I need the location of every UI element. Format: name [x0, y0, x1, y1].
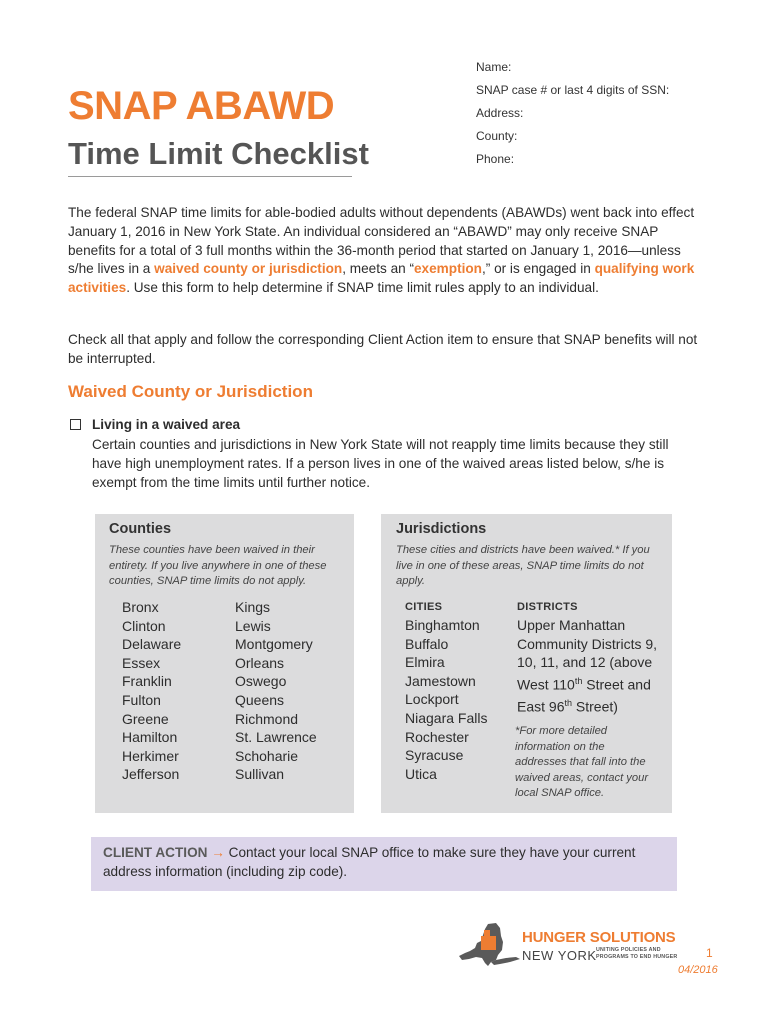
list-item: Jefferson: [122, 766, 180, 783]
intro-paragraph: [68, 204, 708, 298]
phone-field-label: Phone:: [476, 152, 515, 166]
checklist-item-title: Living in a waived area: [92, 417, 241, 432]
list-item: Orleans: [235, 654, 285, 671]
address-field-label: Address:: [476, 106, 524, 120]
intro-text-2: , meets an “: [342, 261, 414, 277]
case-number-field-label: SNAP case # or last 4 digits of SSN:: [476, 83, 670, 97]
list-item: Lewis: [235, 617, 271, 634]
list-item: Buffalo: [405, 635, 449, 652]
counties-heading: Counties: [109, 521, 172, 537]
title-divider: [68, 176, 352, 177]
list-item: Binghamton: [405, 617, 480, 633]
qualifying-work-link[interactable]: qualifying work activities: [68, 261, 695, 296]
intro-text-3: ,” or is engaged in: [481, 261, 595, 277]
client-action-label: CLIENT ACTION: [103, 845, 208, 860]
list-item: Elmira: [405, 654, 445, 671]
list-item: Oswego: [235, 673, 287, 690]
logo-tagline: [596, 947, 677, 960]
waived-county-link[interactable]: waived county or jurisdiction: [154, 261, 343, 277]
intro-text-1: The federal SNAP time limits for able-bodied adults without dependents (ABAWDs) went back into effect January 1, 2016 in New York State. An individual considered an “ABAWD” may only receive SNAP benefits for a total of 3 full months within the 36-month period that started on January 1, 2016—unless s/he lives in a: [68, 205, 695, 277]
list-item: Sullivan: [235, 766, 285, 783]
page-number: 1: [706, 946, 713, 960]
logo-title: HUNGER SOLUTIONS: [522, 929, 676, 946]
counties-column-2: [235, 598, 317, 784]
waived-area-checkbox[interactable]: [70, 419, 81, 430]
county-field-label: County:: [476, 129, 518, 143]
districts-text: [517, 616, 667, 716]
district-text: Street): [572, 698, 618, 715]
district-line: [517, 694, 667, 716]
district-text: West 110: [517, 676, 575, 693]
ordinal-suffix: th: [564, 698, 572, 709]
logo-tagline-line: UNITING POLICIES AND: [596, 947, 661, 953]
jurisdictions-footnote: *For more detailed information on the addresses that fall into the waived areas, contact your local SNAP office.: [515, 725, 649, 799]
list-item: Bronx: [122, 599, 159, 615]
district-line: Upper Manhattan: [517, 617, 626, 633]
client-action-instruction: Contact your local SNAP office to make sure they have your current address information (including zip code).: [103, 845, 636, 879]
counties-column-1: [122, 598, 181, 784]
list-item: Herkimer: [122, 747, 179, 764]
new-york-map-icon: [458, 922, 522, 968]
list-item: Jamestown: [405, 672, 476, 689]
name-field-label: Name:: [476, 60, 512, 74]
district-line: [517, 672, 667, 694]
list-item: Lockport: [405, 691, 459, 708]
page-subtitle: Time Limit Checklist: [68, 136, 369, 171]
jurisdictions-description: These cities and districts have been waived.* If you live in one of these areas, SNAP time limits do not apply.: [396, 544, 650, 587]
section-heading: Waived County or Jurisdiction: [68, 382, 313, 401]
list-item: Kings: [235, 599, 271, 615]
intro-text-4: . Use this form to help determine if SNAP time limit rules apply to an individual.: [126, 280, 599, 296]
district-line: Community Districts 9,: [517, 635, 658, 652]
districts-label: DISTRICTS: [517, 601, 578, 613]
list-item: Montgomery: [235, 636, 313, 653]
list-item: Schoharie: [235, 747, 299, 764]
list-item: Utica: [405, 765, 437, 782]
list-item: Queens: [235, 691, 285, 708]
logo-subtitle: NEW YORK: [522, 948, 597, 963]
list-item: Essex: [122, 654, 161, 671]
cities-label: CITIES: [405, 601, 443, 613]
cities-list: [405, 616, 487, 783]
list-item: Syracuse: [405, 747, 464, 764]
ordinal-suffix: th: [574, 675, 583, 686]
list-item: Greene: [122, 710, 169, 727]
list-item: Niagara Falls: [405, 709, 488, 726]
list-item: Rochester: [405, 728, 469, 745]
district-text: East 96: [517, 698, 565, 715]
logo-tagline-line: PROGRAMS TO END HUNGER: [596, 953, 678, 960]
list-item: Franklin: [122, 673, 172, 690]
list-item: Hamilton: [122, 729, 178, 746]
jurisdictions-heading: Jurisdictions: [396, 521, 487, 537]
counties-description: These counties have been waived in their entirety. If you live anywhere in one of these counties, SNAP time limits do not apply.: [109, 544, 327, 587]
client-action-text: [103, 844, 663, 882]
page-title: SNAP ABAWD: [68, 84, 335, 128]
district-text: Street and: [582, 676, 651, 693]
list-item: Clinton: [122, 617, 166, 634]
list-item: Delaware: [122, 636, 182, 653]
district-line: 10, 11, and 12 (above: [517, 654, 653, 671]
list-item: St. Lawrence: [235, 729, 317, 746]
arrow-right-icon: →: [211, 845, 225, 860]
list-item: Richmond: [235, 710, 299, 727]
page-date: 04/2016: [678, 964, 718, 976]
list-item: Fulton: [122, 691, 161, 708]
exemption-link[interactable]: exemption: [414, 261, 482, 277]
checklist-item-text: Certain counties and jurisdictions in New York State will not reapply time limits because they still have high unemployment rates. If a person lives in one of the waived areas listed below, s/he is exempt from the time limits until further notice.: [92, 437, 669, 490]
instructions-paragraph: Check all that apply and follow the corresponding Client Action item to ensure that SNAP benefits will not be interrupted.: [68, 332, 698, 366]
